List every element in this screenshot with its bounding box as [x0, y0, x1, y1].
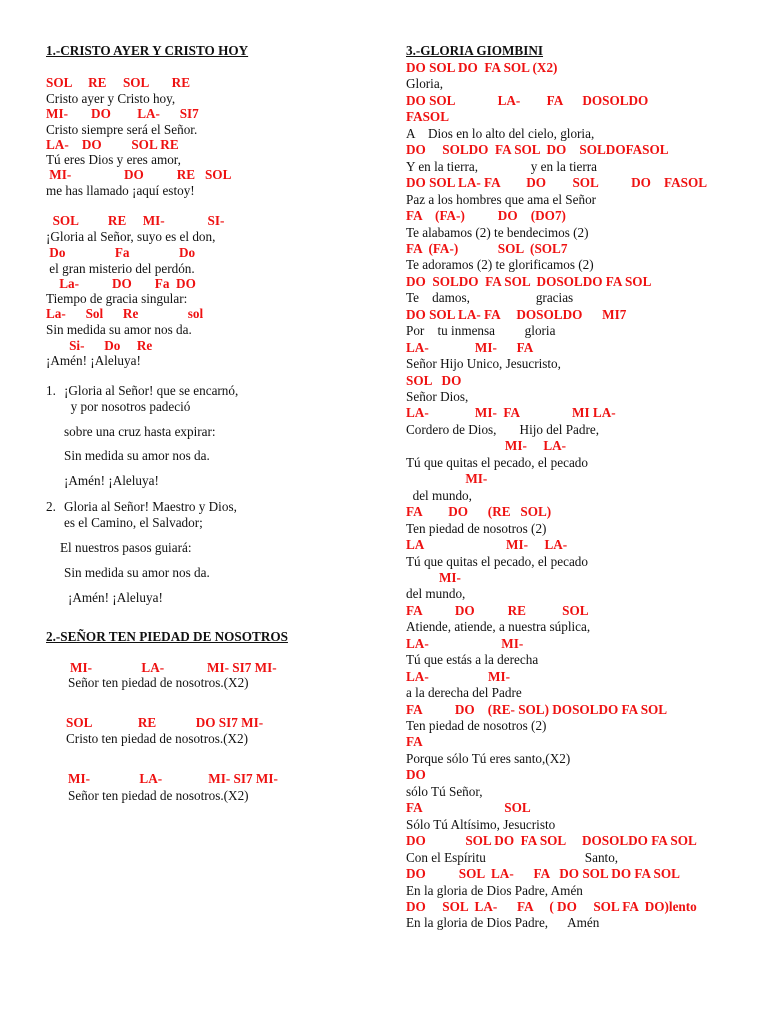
chord-line: La- Sol Re sol	[46, 306, 204, 321]
lyric-line: el gran misterio del perdón.	[46, 261, 195, 276]
chord-line: SOL RE SOL RE	[46, 75, 191, 90]
lyric-line: Cristo ten piedad de nosotros.(X2)	[66, 731, 249, 746]
chord-line: DO SOL DO FA SOL (X2)	[406, 60, 558, 75]
lyric-line: Ten piedad de nosotros (2)	[406, 521, 547, 536]
verse-line: Gloria al Señor! Maestro y Dios,	[64, 499, 237, 514]
lyric-line: Tiempo de gracia singular:	[46, 291, 188, 306]
chord-line: MI- DO LA- SI7	[46, 106, 199, 121]
lyric-line: Tú eres Dios y eres amor,	[46, 152, 181, 167]
chord-line: FA SOL	[406, 800, 531, 815]
chord-line: DO SOL DO FA SOL DOSOLDO FA SOL	[406, 833, 697, 848]
lyric-line: Sin medida su amor nos da.	[46, 322, 192, 337]
lyric-line: Señor ten piedad de nosotros.(X2)	[68, 675, 249, 690]
chord-line: FA DO RE SOL	[406, 603, 589, 618]
chord-line: DO SOL LA- FA DO SOL DO FASOL	[406, 175, 708, 190]
chord-line: DO SOLDO FA SOL DOSOLDO FA SOL	[406, 274, 652, 289]
song-title: 3.-GLORIA GIOMBINI	[406, 43, 544, 58]
lyric-line: Atiende, atiende, a nuestra súplica,	[406, 619, 591, 634]
lyric-line: Cristo siempre será el Señor.	[46, 122, 198, 137]
lyric-line: Ten piedad de nosotros (2)	[406, 718, 547, 733]
chord-line: DO SOL LA- FA ( DO SOL FA DO)lento	[406, 899, 697, 914]
chord-line: DO	[406, 767, 426, 782]
lyric-line: Porque sólo Tú eres santo,(X2)	[406, 751, 571, 766]
lyric-line: Paz a los hombres que ama el Señor	[406, 192, 597, 207]
lyric-line: del mundo,	[406, 586, 466, 601]
lyric-line: ¡Amén! ¡Aleluya!	[46, 353, 141, 368]
lyric-line: Tú que quitas el pecado, el pecado	[406, 455, 588, 470]
lyric-line: sólo Tú Señor,	[406, 784, 483, 799]
chord-line: DO SOL LA- FA DOSOLDO MI7	[406, 307, 627, 322]
lyric-line: Te adoramos (2) te glorificamos (2)	[406, 257, 594, 272]
lyric-line: del mundo,	[406, 488, 472, 503]
chord-line: LA- MI-	[406, 669, 511, 684]
lyric-line: Tú que quitas el pecado, el pecado	[406, 554, 588, 569]
lyric-line: A Dios en lo alto del cielo, gloria,	[406, 126, 595, 141]
lyric-line: Te alabamos (2) te bendecimos (2)	[406, 225, 589, 240]
lyric-line: En la gloria de Dios Padre, Amén	[406, 883, 583, 898]
chord-line: SOL RE DO SI7 MI-	[66, 715, 264, 730]
chord-line: LA- MI- FA MI LA-	[406, 405, 616, 420]
verse-line: ¡Amén! ¡Aleluya!	[68, 590, 163, 605]
lyric-line: Sólo Tú Altísimo, Jesucristo	[406, 817, 556, 832]
verse-line: sobre una cruz hasta expirar:	[64, 424, 216, 439]
song-title: 2.-SEÑOR TEN PIEDAD DE NOSOTROS	[46, 629, 288, 644]
lyric-line: a la derecha del Padre	[406, 685, 522, 700]
chord-line: DO SOLDO FA SOL DO SOLDOFASOL	[406, 142, 669, 157]
chord-line: LA MI- LA-	[406, 537, 568, 552]
chord-line: MI- LA- MI- SI7 MI-	[70, 660, 277, 675]
chord-line: MI- LA-	[406, 438, 567, 453]
chord-line: LA- DO SOL RE	[46, 137, 179, 152]
lyric-line: Y en la tierra, y en la tierra	[406, 159, 598, 174]
verse-line: y por nosotros padeció	[64, 399, 191, 414]
chord-line: SOL DO	[406, 373, 462, 388]
verse-line: Sin medida su amor nos da.	[64, 448, 210, 463]
chord-line: SOL RE MI- SI-	[46, 213, 225, 228]
lyric-line: Cordero de Dios, Hijo del Padre,	[406, 422, 600, 437]
chord-line: Do Fa Do	[46, 245, 196, 260]
lyric-line: Señor ten piedad de nosotros.(X2)	[68, 788, 249, 803]
chord-line: Si- Do Re	[46, 338, 153, 353]
lyric-line: Con el Espíritu Santo,	[406, 850, 619, 865]
lyric-line: ¡Gloria al Señor, suyo es el don,	[46, 229, 216, 244]
chord-line: FA DO (RE- SOL) DOSOLDO FA SOL	[406, 702, 668, 717]
chord-line: FA (FA-) SOL (SOL7	[406, 241, 568, 256]
chord-line: DO SOL LA- FA DO SOL DO FA SOL	[406, 866, 680, 881]
chord-line: FA (FA-) DO (DO7)	[406, 208, 566, 223]
chord-line: DO SOL LA- FA DOSOLDO	[406, 93, 649, 108]
chord-line: LA- MI- FA	[406, 340, 534, 355]
chord-line: LA- MI-	[406, 636, 524, 651]
lyric-line: Señor Hijo Unico, Jesucristo,	[406, 356, 561, 371]
verse-number: 1.	[46, 383, 56, 398]
chord-line: MI- DO RE SOL	[46, 167, 232, 182]
verse-line: es el Camino, el Salvador;	[64, 515, 203, 530]
song-title: 1.-CRISTO AYER Y CRISTO HOY	[46, 43, 249, 58]
lyric-line: Te damos, gracias	[406, 290, 574, 305]
chord-line: FA	[406, 734, 423, 749]
verse-line: El nuestros pasos guiará:	[60, 540, 192, 555]
lyric-line: Cristo ayer y Cristo hoy,	[46, 91, 176, 106]
lyric-line: En la gloria de Dios Padre, Amén	[406, 915, 600, 930]
verse-number: 2.	[46, 499, 56, 514]
chord-line: La- DO Fa DO	[46, 276, 196, 291]
chord-line: MI-	[406, 570, 461, 585]
chord-line: MI-	[406, 471, 488, 486]
verse-line: Sin medida su amor nos da.	[64, 565, 210, 580]
chord-line: FASOL	[406, 109, 449, 124]
lyric-line: Gloria,	[406, 76, 443, 91]
lyric-line: Por tu inmensa gloria	[406, 323, 556, 338]
verse-line: ¡Amén! ¡Aleluya!	[64, 473, 159, 488]
verse-line: ¡Gloria al Señor! que se encarnó,	[64, 383, 239, 398]
lyric-line: me has llamado ¡aquí estoy!	[46, 183, 195, 198]
chord-line: FA DO (RE SOL)	[406, 504, 552, 519]
lyric-line: Señor Dios,	[406, 389, 469, 404]
chord-line: MI- LA- MI- SI7 MI-	[68, 771, 278, 786]
lyric-line: Tú que estás a la derecha	[406, 652, 539, 667]
